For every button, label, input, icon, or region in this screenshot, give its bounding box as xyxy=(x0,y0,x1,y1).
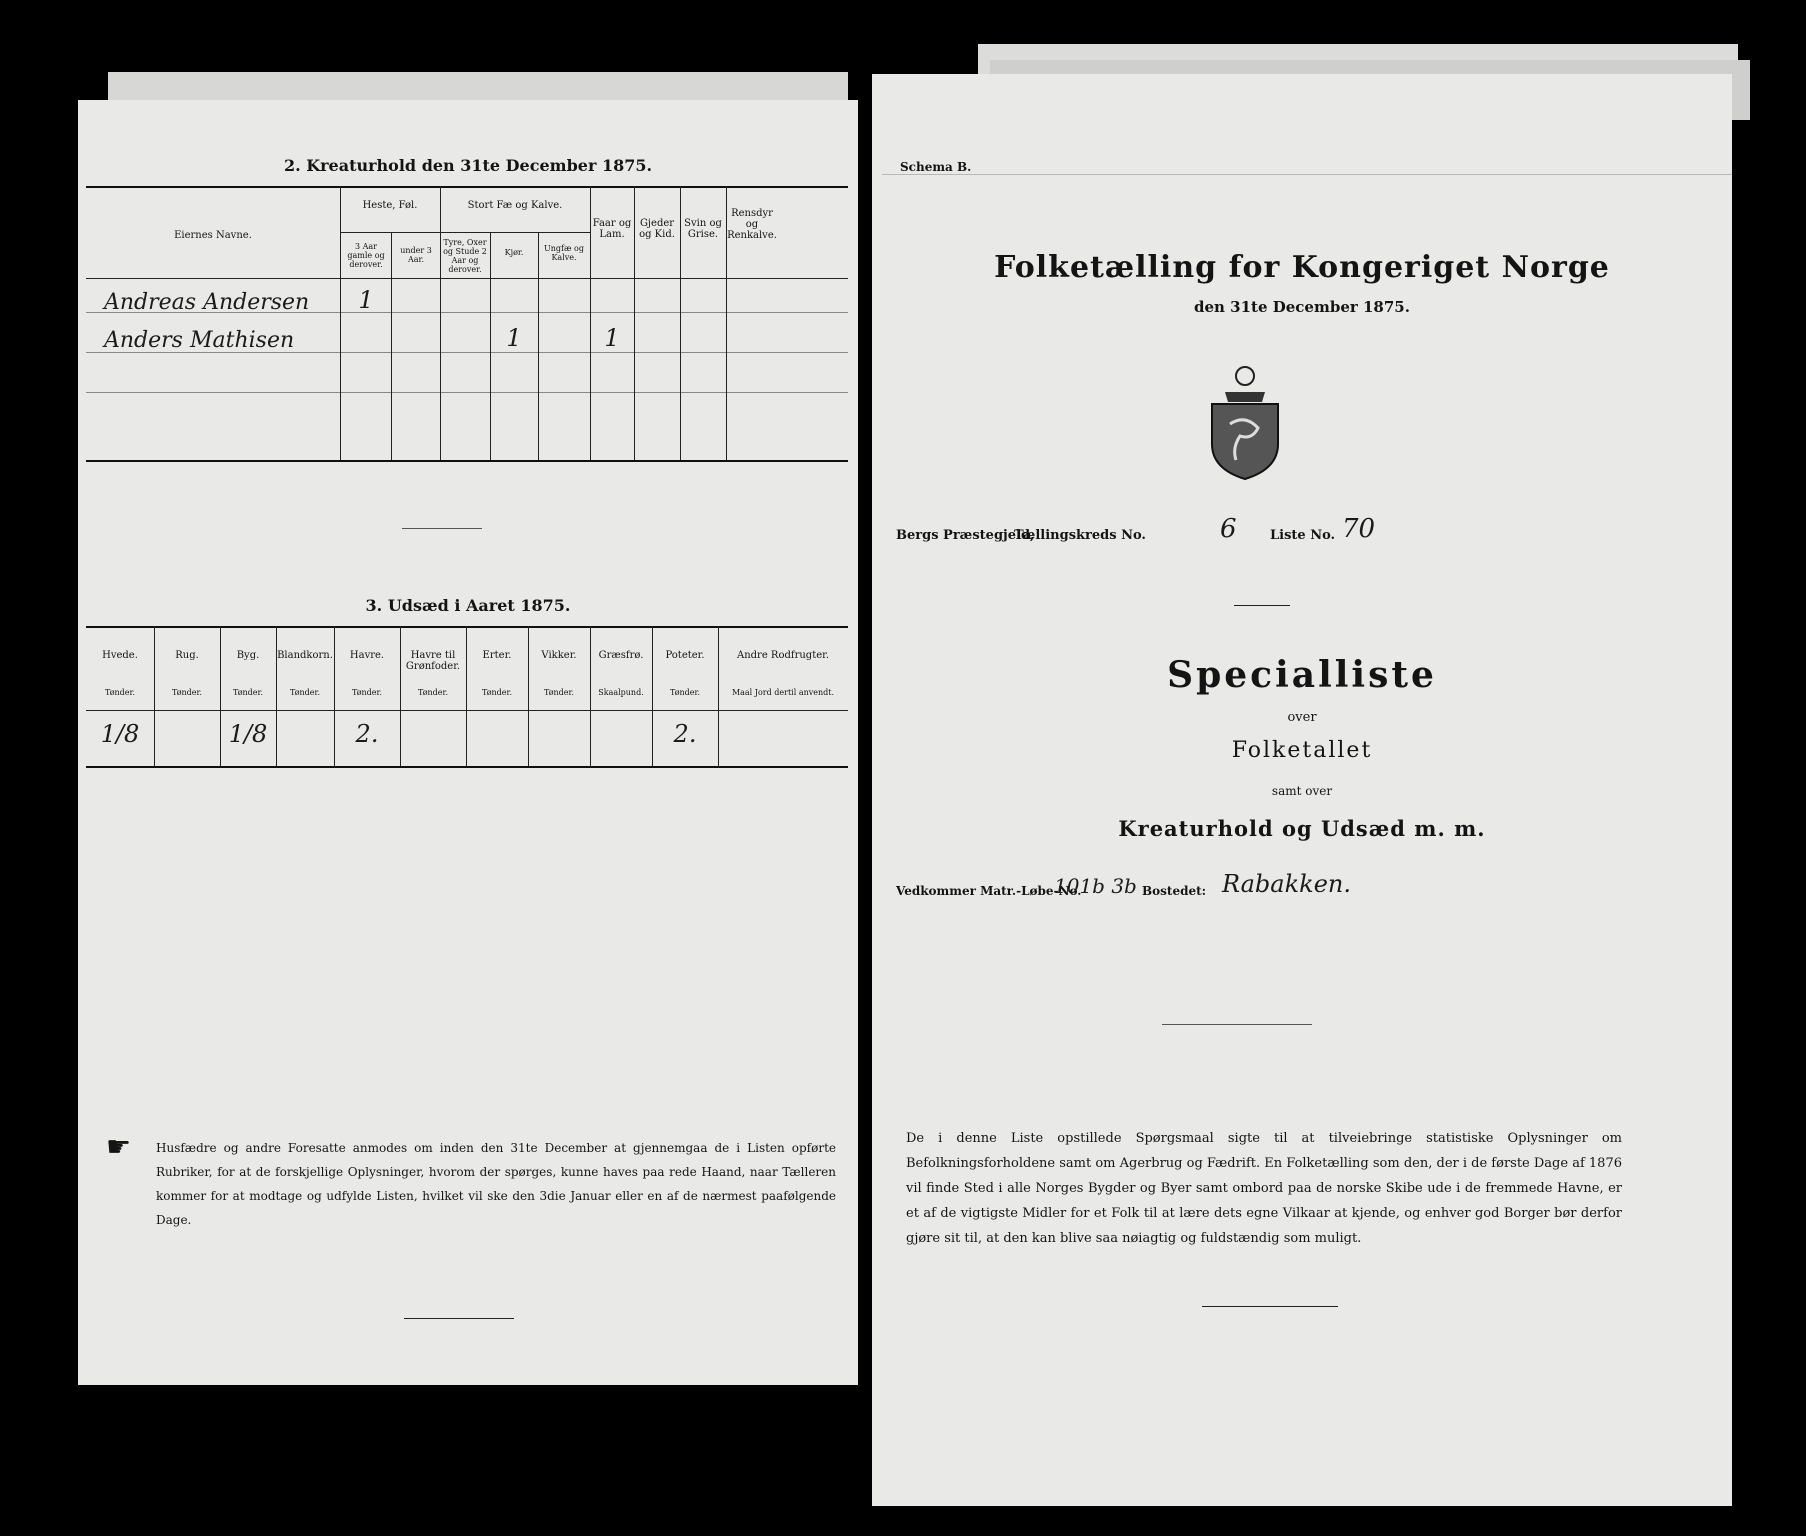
right-page xyxy=(872,74,1732,1506)
udsaed-col-header: Blandkorn. xyxy=(277,650,333,661)
udsaed-col-header: Græsfrø. xyxy=(598,650,644,661)
col-horses-young: under 3 Aar. xyxy=(400,246,432,264)
bosted-value: Rabakken. xyxy=(1222,870,1351,898)
udsaed-col-header: Rug. xyxy=(175,650,199,661)
kreaturhold-label: Kreaturhold og Udsæd m. m. xyxy=(1118,816,1486,841)
udsaed-col-header: Hvede. xyxy=(102,650,138,661)
notice-text: Husfædre og andre Foresatte anmodes om inden den 31te December at gjennemgaa de i Listen opførte Rubriker, for at de forskjellige Oplysninger, hvorom der spørges, kunne haves paa rede Haand, naar Tælleren kommer for at modtage og udfylde Listen, hvilket vil ske den 3die Januar eller en af de nærmest paafølgende Dage. xyxy=(156,1141,836,1227)
district-label: Tællingskreds No. xyxy=(1014,528,1146,543)
section-2-title: 2. Kreaturhold den 31te December 1875. xyxy=(283,156,653,175)
matr-label: Vedkommer Matr.-Løbe-No. xyxy=(896,884,1082,898)
section-3-title: 3. Udsæd i Aaret 1875. xyxy=(365,596,571,615)
col-pigs: Svin og Grise. xyxy=(684,218,722,240)
col-owner-names: Eiernes Navne. xyxy=(174,230,252,241)
col-horses: Heste, Føl. xyxy=(362,200,418,211)
udsaed-col-unit: Tønder. xyxy=(104,688,136,697)
udsaed-col-header: Poteter. xyxy=(665,650,705,661)
specialliste-title: Specialliste xyxy=(1167,654,1437,696)
col-calves: Ungfæ og Kalve. xyxy=(544,244,584,262)
col-cattle: Stort Fæ og Kalve. xyxy=(467,200,563,211)
col-bulls: Tyre, Oxer og Stude 2 Aar og derover. xyxy=(443,238,487,274)
col-sheep: Faar og Lam. xyxy=(592,218,632,240)
udsaed-value: 1/8 xyxy=(228,720,268,748)
sheep-count: 1 xyxy=(604,324,620,352)
horses-old-count: 1 xyxy=(358,286,374,314)
udsaed-col-unit: Tønder. xyxy=(289,688,321,697)
udsaed-col-header: Havre. xyxy=(349,650,385,661)
cows-count: 1 xyxy=(506,324,522,352)
col-cows: Kjør. xyxy=(504,248,524,257)
udsaed-col-header: Byg. xyxy=(236,650,260,661)
udsaed-value: 2. xyxy=(673,720,697,748)
schema-label: Schema B. xyxy=(900,160,972,174)
census-date: den 31te December 1875. xyxy=(1194,298,1410,316)
folketallet-label: Folketallet xyxy=(1231,738,1373,763)
udsaed-col-header: Havre til Grønfoder. xyxy=(405,650,461,672)
col-reindeer: Rensdyr og Renkalve. xyxy=(727,208,777,241)
col-goats: Gjeder og Kid. xyxy=(639,218,675,240)
udsaed-col-unit: Skaalpund. xyxy=(598,688,644,697)
col-horses-old: 3 Aar gamle og derover. xyxy=(347,242,385,269)
coat-of-arms-icon xyxy=(1200,364,1290,484)
bosted-label: Bostedet: xyxy=(1142,884,1207,898)
list-number: 70 xyxy=(1342,514,1376,544)
udsaed-col-unit: Tønder. xyxy=(171,688,203,697)
left-page xyxy=(78,100,858,1385)
matr-number: 101b 3b xyxy=(1054,874,1137,898)
district-number: 6 xyxy=(1220,514,1237,544)
udsaed-col-unit: Tønder. xyxy=(481,688,513,697)
udsaed-col-unit: Maal Jord dertil anvendt. xyxy=(731,688,835,697)
udsaed-col-header: Andre Rodfrugter. xyxy=(736,650,829,661)
udsaed-col-unit: Tønder. xyxy=(417,688,449,697)
parish-label: Bergs Præstegjeld, xyxy=(896,528,1035,543)
udsaed-value: 1/8 xyxy=(100,720,140,748)
udsaed-col-unit: Tønder. xyxy=(351,688,383,697)
owner-name: Anders Mathisen xyxy=(104,328,295,353)
over-label: over xyxy=(1287,710,1317,725)
udsaed-col-unit: Tønder. xyxy=(543,688,575,697)
pointing-hand-icon: ☛ xyxy=(106,1130,132,1163)
list-label: Liste No. xyxy=(1270,528,1336,543)
udsaed-col-unit: Tønder. xyxy=(232,688,264,697)
udsaed-value: 2. xyxy=(355,720,379,748)
udsaed-col-header: Vikker. xyxy=(541,650,577,661)
udsaed-col-header: Erter. xyxy=(482,650,512,661)
udsaed-col-unit: Tønder. xyxy=(669,688,701,697)
samt-over-label: samt over xyxy=(1271,784,1333,798)
owner-name: Andreas Andersen xyxy=(104,290,310,315)
intro-paragraph: De i denne Liste opstillede Spørgsmaal sigte til at tilveiebringe statistiske Oplysninger om Befolkningsforholdene samt om Agerbrug og Fædrift. En Folketælling som den, der i de første Dage af 1876 vil finde Sted i alle Norges Bygder og Byer samt ombord paa de norske Skibe ude i de fremmede Havne, er et af de vigtigste Midler for et Folk til at lære dets egne Vilkaar at kjende, og enhver god Borger bør derfor gjøre sit til, at den kan blive saa nøiagtig og fuldstændig som muligt. xyxy=(906,1131,1622,1246)
main-title: Folketælling for Kongeriget Norge xyxy=(994,250,1610,285)
